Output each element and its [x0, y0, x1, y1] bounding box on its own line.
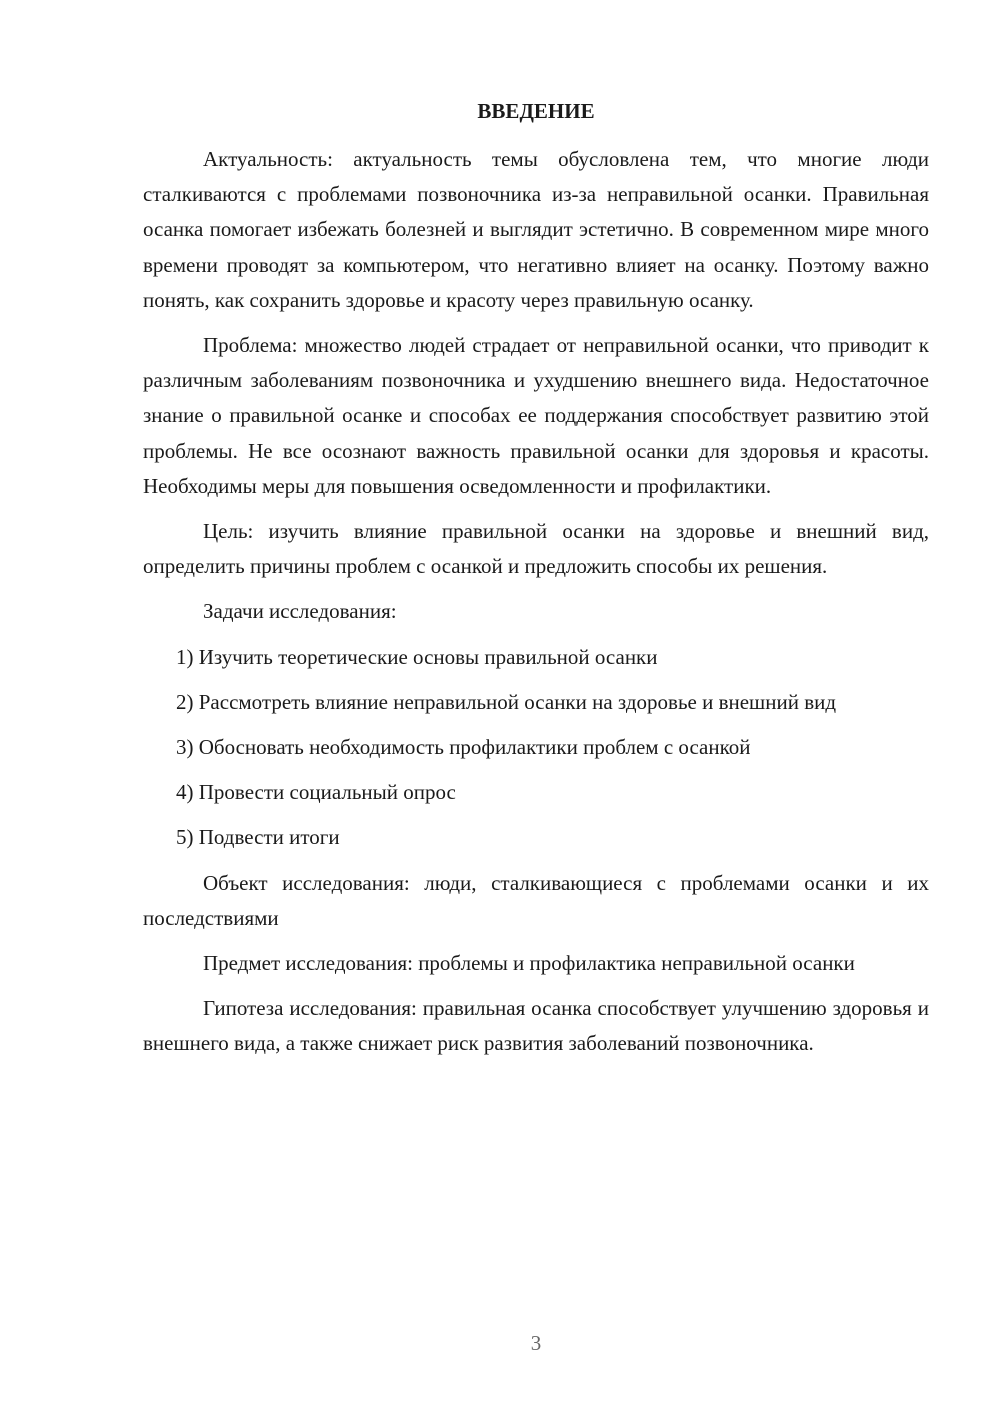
task-item-3: 3) Обосновать необходимость профилактики проблем с осанкой [176, 735, 751, 760]
tasks-heading: Задачи исследования: [203, 599, 397, 624]
task-item-1: 1) Изучить теоретические основы правильной осанки [176, 644, 658, 669]
paragraph-goal: Цель: изучить влияние правильной осанки на здоровье и внешний вид, определить причины проблем с осанкой и предложить способы их решения. [143, 519, 929, 579]
paragraph-problem: Проблема: множество людей страдает от неправильной осанки, что приводит к различным заболеваниям позвоночника и ухудшению внешнего вида. Недостаточное знание о правильной осанке и способах ее поддержания способствует развитию этой проблемы. Не все осознают важность правильной осанки для здоровья и красоты. Необходимы меры для повышения осведомленности и профилактики. [143, 333, 929, 498]
task-item-5: 5) Подвести итоги [176, 825, 340, 850]
paragraph-relevance: Актуальность: актуальность темы обусловлена тем, что многие люди сталкиваются с проблемами позвоночника из-за неправильной осанки. Правильная осанка помогает избежать болезней и выглядит эстетично. В современном мире много времени проводят за компьютером, что негативно влияет на осанку. Поэтому важно понять, как сохранить здоровье и красоту через правильную осанку. [143, 147, 929, 312]
document-page [143, 94, 929, 1072]
page-title: ВВЕДЕНИЕ [477, 99, 595, 123]
paragraph-object: Объект исследования: люди, сталкивающиеся с проблемами осанки и их последствиями [143, 870, 929, 930]
task-item-4: 4) Провести социальный опрос [176, 780, 456, 805]
paragraph-hypothesis: Гипотеза исследования: правильная осанка способствует улучшению здоровья и внешнего вида, а также снижает риск развития заболеваний позвоночника. [143, 996, 929, 1056]
task-item-2: 2) Рассмотреть влияние неправильной осанки на здоровье и внешний вид [176, 689, 837, 714]
paragraph-subject: Предмет исследования: проблемы и профилактика неправильной осанки [203, 951, 855, 976]
page-number: 3 [530, 1331, 542, 1355]
